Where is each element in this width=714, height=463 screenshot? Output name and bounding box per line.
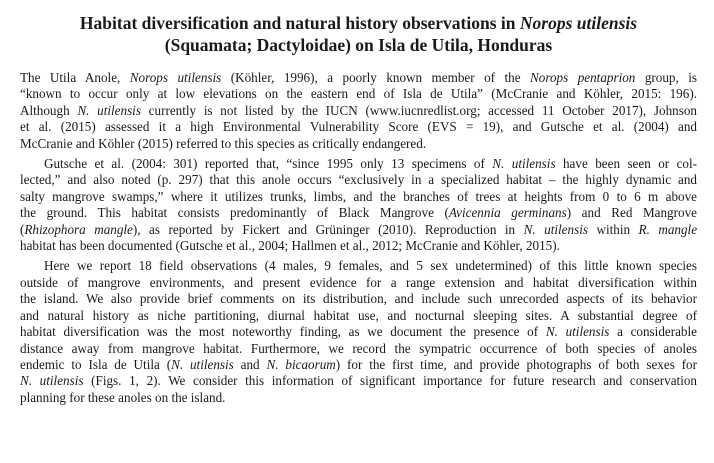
text-run: ) and Red Mangrove xyxy=(566,205,697,221)
text-run: ) for the first time, and provide photographs of both sexes for xyxy=(335,356,697,372)
text-run: have been seen or col- xyxy=(555,156,698,172)
title-species-name: Norops utilensis xyxy=(519,13,638,33)
text-line xyxy=(20,172,697,188)
text-run: a considerable xyxy=(609,324,697,340)
species-name: Avicennia germinans xyxy=(448,205,567,221)
text-run: distance away from mangrove habitat. Furthermore, we record the sympatric occurrence of both species of anoles xyxy=(20,340,697,356)
text-run: salty mangrove swamps,” where it utilizes trunks, limbs, and the branches of trees at heights from 0 to 6 m above xyxy=(20,188,697,204)
text-run: Although xyxy=(20,102,78,118)
text-run: and natural history as niche partitioning, diurnal habitat use, and nocturnal sleeping sites. A substantial degree of xyxy=(20,307,697,323)
species-name: R. mangle xyxy=(638,221,698,237)
text-run: the island. We also provide brief comments on its distribution, and include such unrecorded aspects of its behavior xyxy=(20,291,697,307)
text-line xyxy=(20,205,697,221)
paragraph xyxy=(20,70,697,152)
text-run: planning for these anoles on the island. xyxy=(20,389,226,405)
text-run: and xyxy=(233,356,267,372)
paragraph xyxy=(20,156,697,254)
text-line xyxy=(20,275,697,291)
text-run: The Utila Anole, xyxy=(20,70,130,85)
species-name: N. utilensis xyxy=(20,373,84,389)
text-line xyxy=(20,136,697,152)
text-run: currently is not listed by the IUCN (www.iucnredlist.org; accessed 11 October 2017), Johnson xyxy=(140,102,697,118)
text-line xyxy=(20,324,697,340)
text-run: ), as reported by Fickert and Grüninger (2010). Reproduction in xyxy=(132,221,524,237)
text-run: (Figs. 1, 2). We consider this information of significant importance for future research and conservation xyxy=(83,373,697,389)
text-line xyxy=(20,390,697,406)
text-run: endemic to Isla de Utila ( xyxy=(20,356,172,372)
text-line xyxy=(20,238,697,254)
text-run: group, is xyxy=(635,70,698,85)
species-name: N. utilensis xyxy=(545,324,610,340)
species-name: N. utilensis xyxy=(492,156,556,172)
text-run: lected,” and also noted (p. 297) that this anole occurs “exclusively in a specialized habitat – the highly dynamic and xyxy=(20,172,697,188)
title-line-2: (Squamata; Dactyloidae) on Isla de Utila, Honduras xyxy=(164,35,553,55)
text-line xyxy=(20,308,697,324)
article-title xyxy=(20,12,697,56)
text-line xyxy=(20,258,697,274)
article-body xyxy=(20,70,697,406)
text-run: habitat has been documented (Gutsche et al., 2004; Hallmen et al., 2012; McCranie and Köhler, 2015). xyxy=(20,238,560,254)
text-run: outside of mangrove environments, and present evidence for a range extension and habitat diversification within xyxy=(20,274,697,290)
text-line xyxy=(20,189,697,205)
text-line xyxy=(20,70,697,86)
text-run: “known to occur only at low elevations on the eastern end of Isla de Utila” (McCranie and Köhler, 2015: 196). xyxy=(20,86,697,102)
text-line xyxy=(20,103,697,119)
title-prefix: Habitat diversification and natural history observations in xyxy=(79,13,520,33)
text-run: within xyxy=(587,221,639,237)
text-line xyxy=(20,119,697,135)
text-run: Gutsche et al. (2004: 301) reported that, “since 1995 only 13 specimens of xyxy=(44,156,493,172)
text-line xyxy=(20,341,697,357)
species-name: N. bicaorum xyxy=(266,356,336,372)
text-line xyxy=(20,86,697,102)
text-line xyxy=(20,156,697,172)
text-run: Here we report 18 field observations (4 males, 9 females, and 5 sex undetermined) of this little known species xyxy=(44,258,697,274)
species-name: N. utilensis xyxy=(77,102,141,118)
text-run: (Köhler, 1996), a poorly known member of the xyxy=(221,70,531,85)
text-line xyxy=(20,373,697,389)
species-name: Norops utilensis xyxy=(129,70,222,85)
paragraph xyxy=(20,258,697,406)
species-name: Norops pentaprion xyxy=(530,70,636,85)
text-run: McCranie and Köhler (2015) referred to this species as critically endangered. xyxy=(20,135,427,151)
text-run: et al. (2015) assessed it a high Environmental Vulnerability Score (EVS = 19), and Gutsche et al. (2004) and xyxy=(20,119,697,135)
species-name: N. utilensis xyxy=(523,221,588,237)
text-run: the ground. This habitat consists predominantly of Black Mangrove ( xyxy=(20,205,449,221)
text-run: ( xyxy=(20,221,25,237)
title-line-1 xyxy=(20,12,697,34)
text-line xyxy=(20,222,697,238)
species-name: Rhizophora mangle xyxy=(24,221,133,237)
text-line xyxy=(20,357,697,373)
text-run: habitat diversification was the most noteworthy finding, as we document the presence of xyxy=(20,324,546,340)
species-name: N. utilensis xyxy=(171,356,234,372)
text-line xyxy=(20,291,697,307)
